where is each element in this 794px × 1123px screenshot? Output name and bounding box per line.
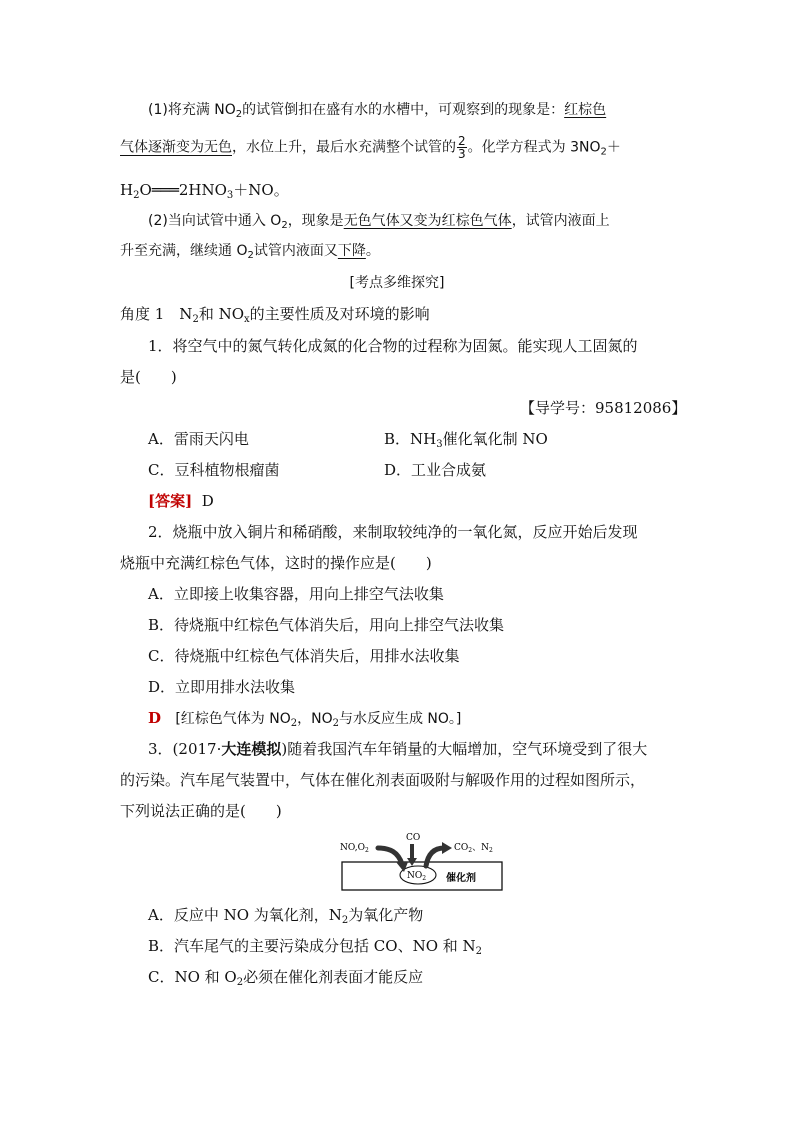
fraction-denominator: 3: [458, 147, 466, 161]
q1-stem-line2: 是( ): [120, 368, 177, 386]
q1-option-a: A．雷雨天闪电: [148, 430, 249, 448]
q2-option-a: A．立即接上收集容器，用向上排空气法收集: [148, 585, 444, 603]
subscript: 2: [281, 220, 288, 231]
q2-stem-line2: 烧瓶中充满红棕色气体，这时的操作应是( ): [120, 554, 432, 572]
label-right: $CO_2$、$N_2$: [454, 843, 493, 854]
q2-stem-line1: 2．烧瓶中放入铜片和稀硝酸，来制取较纯净的一氧化氮，反应开始后发现: [148, 523, 638, 541]
guide-number: 【导学号：95812086】: [520, 399, 687, 417]
text: 。化学方程式为 3NO: [467, 139, 601, 156]
underlined-answer: 气体逐渐变为无色: [120, 139, 232, 156]
text: ，NO: [297, 711, 333, 727]
text: ，水位上升，最后水充满整个试管的: [232, 139, 456, 156]
text: ＋NO。: [233, 181, 289, 199]
text: 与水反应生成 NO。]: [338, 711, 462, 727]
subscript: 2: [192, 314, 199, 325]
q1-answer: [148, 491, 214, 511]
answer-letter: D: [148, 709, 162, 727]
q1-option-b: [384, 429, 548, 449]
catalyst-diagram: [330, 830, 510, 895]
subscript: 3: [436, 439, 443, 450]
subscript: 2: [290, 718, 298, 729]
arrow-out-right-head: [442, 842, 452, 854]
subscript: 2: [600, 146, 607, 158]
text: B．汽车尾气的主要污染成分包括 CO、NO 和 N: [148, 937, 476, 955]
text: (1)将充满 NO: [148, 102, 236, 118]
para2-line1: [148, 211, 610, 231]
text: ，试管内液面上: [511, 213, 610, 229]
label-center: $NO_2$: [407, 871, 427, 882]
label-catalyst: 催化剂: [446, 873, 476, 884]
q3-stem-line1: [148, 739, 647, 759]
text: 的试管倒扣在盛有水的水槽中，可观察到的现象是：: [242, 102, 565, 118]
q3-option-b: [148, 936, 482, 956]
source-label: 大连模拟: [221, 740, 282, 758]
text: C．NO 和 O: [148, 968, 237, 986]
para1-line2: [120, 135, 621, 160]
angle-heading: [120, 304, 430, 324]
text: 催化氧化制 NO: [442, 430, 548, 448]
q3-stem-line3: 下列说法正确的是( ): [120, 802, 282, 820]
q1-option-d: D．工业合成氨: [384, 461, 487, 479]
fraction-numerator: 2: [458, 134, 466, 148]
subscript: 2: [341, 915, 349, 926]
subscript: 2: [133, 190, 140, 201]
text: ＋: [606, 139, 621, 156]
subscript: 3: [226, 190, 234, 201]
subscript: 2: [235, 109, 243, 120]
text: 角度 1 N: [120, 305, 193, 323]
subscript: 2: [332, 718, 339, 729]
text: H: [120, 181, 134, 199]
answer-value: D: [201, 492, 214, 510]
q3-stem-line2: 的污染。汽车尾气装置中，气体在催化剂表面吸附与解吸作用的过程如图所示，: [120, 771, 646, 789]
text: O═══2HNO: [139, 181, 227, 199]
underlined-answer: 无色气体又变为红棕色气体: [343, 213, 512, 229]
label-left: $NO,O_2$: [340, 843, 369, 854]
subscript: 2: [475, 946, 483, 957]
q2-answer: [148, 708, 461, 729]
para1-line3: [120, 180, 289, 200]
text: A．反应中 NO 为氧化剂，N: [148, 906, 342, 924]
subscript: x: [244, 314, 250, 325]
text: 和 NO: [198, 305, 245, 323]
text: 试管内液面又: [253, 243, 338, 259]
underlined-answer: 红棕色: [564, 102, 607, 118]
text: 的主要性质及对环境的影响: [249, 305, 430, 323]
fraction: [457, 135, 467, 160]
text: 必须在催化剂表面才能反应: [243, 968, 424, 986]
label-top: CO: [406, 833, 421, 843]
subscript: 2: [247, 250, 254, 261]
para1-line1: [148, 100, 606, 120]
q2-option-d: D．立即用排水法收集: [148, 678, 296, 696]
text: ，现象是: [287, 213, 344, 229]
text: )随着我国汽车年销量的大幅增加，空气环境受到了很大: [281, 740, 648, 758]
text: 3．(2017·: [148, 740, 222, 758]
text: [红棕色气体为 NO: [175, 711, 291, 727]
text: 。: [365, 243, 380, 259]
text: B．NH: [384, 430, 437, 448]
q2-option-c: C．待烧瓶中红棕色气体消失后，用排水法收集: [148, 647, 460, 665]
text: 为氧化产物: [348, 906, 424, 924]
q3-option-c: [148, 967, 423, 987]
text: (2)当向试管中通入 O: [148, 213, 282, 229]
q2-option-b: B．待烧瓶中红棕色气体消失后，用向上排空气法收集: [148, 616, 505, 634]
section-title: [考点多维探究]: [349, 275, 445, 291]
subscript: 2: [236, 977, 244, 988]
underlined-answer: 下降: [337, 243, 366, 259]
text: 升至充满，继续通 O: [120, 243, 248, 259]
para2-line2: [120, 241, 380, 261]
answer-label: [答案]: [148, 492, 193, 510]
q1-option-c: C．豆科植物根瘤菌: [148, 461, 280, 479]
q1-stem-line1: 1．将空气中的氮气转化成氮的化合物的过程称为固氮。能实现人工固氮的: [148, 337, 638, 355]
q3-option-a: [148, 905, 423, 925]
